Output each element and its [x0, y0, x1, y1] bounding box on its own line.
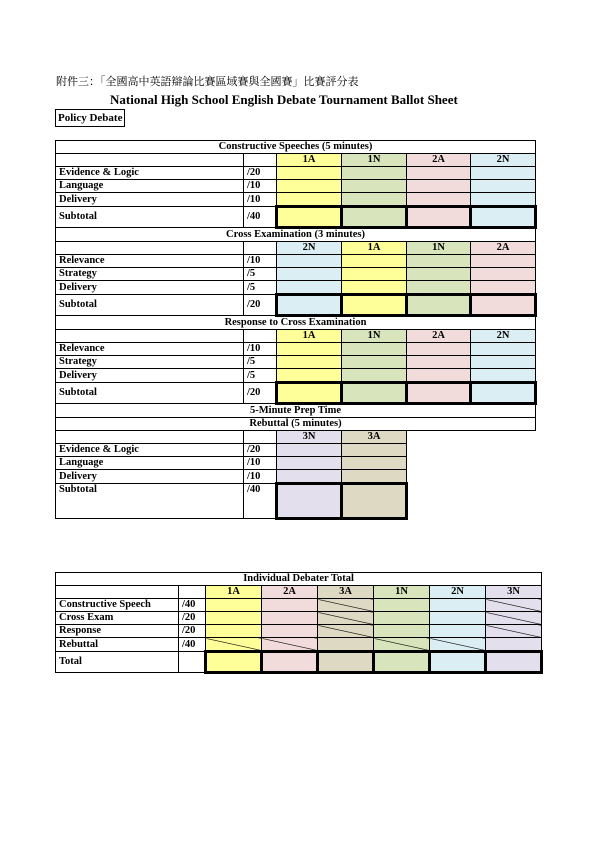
criterion-label: Delivery: [56, 470, 244, 484]
score-cell-1a[interactable]: [206, 625, 262, 638]
total-cell-1n[interactable]: [374, 652, 430, 673]
team-header-3n: 3N: [277, 431, 342, 444]
not-applicable-cell: [318, 625, 374, 638]
subtotal-cell-1n[interactable]: [407, 295, 471, 316]
total-cell-3n[interactable]: [486, 652, 542, 673]
blank-cell: [471, 444, 536, 457]
score-cell-2n[interactable]: [471, 167, 536, 180]
not-applicable-cell: [318, 599, 374, 612]
blank-cell: [471, 431, 536, 444]
criterion-max: /10: [244, 180, 277, 193]
individual-row-max: /40: [179, 599, 206, 612]
debate-format-label: Policy Debate: [55, 109, 125, 127]
team-header-2n: 2N: [277, 242, 342, 255]
score-cell-1n[interactable]: [342, 180, 407, 193]
score-cell-2n[interactable]: [277, 255, 342, 268]
blank-cell: [56, 586, 179, 599]
total-cell-2a[interactable]: [262, 652, 318, 673]
total-label: Total: [56, 652, 179, 673]
debater-header-2a: 2A: [262, 586, 318, 599]
score-cell-2a[interactable]: [407, 343, 471, 356]
team-header-2a: 2A: [407, 330, 471, 343]
subtotal-max: /20: [244, 295, 277, 316]
subtotal-cell-1n[interactable]: [342, 383, 407, 404]
blank-cell: [56, 242, 244, 255]
criterion-max: /20: [244, 444, 277, 457]
individual-row-label: Response: [56, 625, 179, 638]
blank-cell: [471, 457, 536, 470]
team-header-3a: 3A: [342, 431, 407, 444]
subtotal-cell-2a[interactable]: [471, 295, 536, 316]
blank-cell: [407, 431, 471, 444]
score-cell-1a[interactable]: [277, 180, 342, 193]
score-cell-1a[interactable]: [206, 599, 262, 612]
team-header-1n: 1N: [342, 330, 407, 343]
document-title-english: National High School English Debate Tournament Ballot Sheet: [110, 92, 458, 107]
criterion-max: /10: [244, 457, 277, 470]
score-cell-2n[interactable]: [277, 281, 342, 295]
subtotal-label: Subtotal: [56, 383, 244, 404]
subtotal-cell-1a[interactable]: [342, 295, 407, 316]
individual-row-max: /20: [179, 625, 206, 638]
score-cell-1a[interactable]: [206, 612, 262, 625]
score-cell-2a[interactable]: [407, 369, 471, 383]
score-cell-1n[interactable]: [407, 255, 471, 268]
score-cell-2a[interactable]: [262, 625, 318, 638]
score-cell-3a[interactable]: [342, 470, 407, 484]
score-cell-1a[interactable]: [277, 343, 342, 356]
score-cell-1n[interactable]: [374, 599, 430, 612]
criterion-max: /5: [244, 281, 277, 295]
score-cell-1n[interactable]: [342, 167, 407, 180]
subtotal-max: /20: [244, 383, 277, 404]
blank-cell: [179, 652, 206, 673]
score-cell-2a[interactable]: [471, 255, 536, 268]
criterion-label: Relevance: [56, 343, 244, 356]
individual-row-label: Cross Exam: [56, 612, 179, 625]
individual-row-label: Constructive Speech: [56, 599, 179, 612]
score-cell-1n[interactable]: [342, 193, 407, 207]
blank-cell: [56, 431, 244, 444]
blank-cell: [244, 154, 277, 167]
criterion-label: Delivery: [56, 281, 244, 295]
criterion-label: Relevance: [56, 255, 244, 268]
score-cell-1a[interactable]: [277, 193, 342, 207]
score-cell-1a[interactable]: [277, 369, 342, 383]
individual-row-max: /20: [179, 612, 206, 625]
score-cell-1n[interactable]: [342, 369, 407, 383]
blank-cell: [244, 330, 277, 343]
ballot-score-table: [55, 140, 537, 520]
document-title-chinese: 附件三：「全國高中英語辯論比賽區域賽與全國賽」比賽評分表: [56, 75, 359, 88]
not-applicable-cell: [318, 612, 374, 625]
individual-debater-table: [55, 572, 543, 674]
team-header-1n: 1N: [407, 242, 471, 255]
score-cell-2n[interactable]: [471, 193, 536, 207]
score-cell-2n[interactable]: [430, 599, 486, 612]
team-header-1a: 1A: [277, 330, 342, 343]
response-heading: Response to Cross Examination: [56, 316, 536, 330]
not-applicable-cell: [430, 638, 486, 652]
blank-cell: [471, 470, 536, 484]
not-applicable-cell: [374, 638, 430, 652]
team-header-2a: 2A: [407, 154, 471, 167]
subtotal-cell-2n[interactable]: [471, 207, 536, 228]
score-cell-1n[interactable]: [342, 356, 407, 369]
score-cell-1a[interactable]: [342, 281, 407, 295]
team-header-1a: 1A: [277, 154, 342, 167]
debater-header-2n: 2N: [430, 586, 486, 599]
subtotal-label: Subtotal: [56, 295, 244, 316]
subtotal-label: Subtotal: [56, 484, 244, 519]
score-cell-1n[interactable]: [407, 268, 471, 281]
subtotal-cell-1a[interactable]: [277, 383, 342, 404]
criterion-max: /10: [244, 343, 277, 356]
score-cell-2n[interactable]: [471, 343, 536, 356]
criterion-max: /5: [244, 356, 277, 369]
blank-cell: [56, 330, 244, 343]
prep-time-label: 5-Minute Prep Time: [56, 404, 536, 418]
score-cell-2a[interactable]: [262, 612, 318, 625]
team-header-2n: 2N: [471, 154, 536, 167]
total-cell-2n[interactable]: [430, 652, 486, 673]
score-cell-2n[interactable]: [471, 180, 536, 193]
criterion-label: Delivery: [56, 369, 244, 383]
team-header-2a: 2A: [471, 242, 536, 255]
score-cell-2a[interactable]: [407, 180, 471, 193]
subtotal-cell-2n[interactable]: [471, 383, 536, 404]
not-applicable-cell: [486, 612, 542, 625]
debater-header-1n: 1N: [374, 586, 430, 599]
subtotal-cell-1n[interactable]: [342, 207, 407, 228]
score-cell-1a[interactable]: [342, 255, 407, 268]
score-cell-3n[interactable]: [277, 470, 342, 484]
team-header-1n: 1N: [342, 154, 407, 167]
score-cell-3a[interactable]: [342, 457, 407, 470]
score-cell-2a[interactable]: [471, 281, 536, 295]
subtotal-cell-2a[interactable]: [407, 207, 471, 228]
score-cell-1a[interactable]: [277, 167, 342, 180]
score-cell-2a[interactable]: [407, 193, 471, 207]
score-cell-1n[interactable]: [342, 343, 407, 356]
blank-cell: [407, 484, 471, 519]
criterion-label: Language: [56, 457, 244, 470]
score-cell-2a[interactable]: [262, 599, 318, 612]
score-cell-1n[interactable]: [374, 625, 430, 638]
subtotal-label: Subtotal: [56, 207, 244, 228]
score-cell-2n[interactable]: [277, 268, 342, 281]
score-cell-3n[interactable]: [486, 638, 542, 652]
blank-cell: [56, 154, 244, 167]
criterion-max: /10: [244, 255, 277, 268]
criterion-max: /10: [244, 193, 277, 207]
individual-row-label: Rebuttal: [56, 638, 179, 652]
blank-cell: [471, 484, 536, 519]
not-applicable-cell: [262, 638, 318, 652]
debater-header-3n: 3N: [486, 586, 542, 599]
criterion-label: Delivery: [56, 193, 244, 207]
subtotal-cell-1a[interactable]: [277, 207, 342, 228]
score-cell-3n[interactable]: [277, 457, 342, 470]
score-cell-1a[interactable]: [277, 356, 342, 369]
blank-cell: [407, 444, 471, 457]
subtotal-cell-2n[interactable]: [277, 295, 342, 316]
individual-heading: Individual Debater Total: [56, 573, 542, 586]
score-cell-3a[interactable]: [318, 638, 374, 652]
score-cell-2n[interactable]: [430, 612, 486, 625]
criterion-max: /20: [244, 167, 277, 180]
subtotal-max: /40: [244, 484, 277, 519]
criterion-max: /5: [244, 268, 277, 281]
subtotal-cell-3a[interactable]: [342, 484, 407, 519]
criterion-label: Language: [56, 180, 244, 193]
criterion-label: Strategy: [56, 356, 244, 369]
team-header-2n: 2N: [471, 330, 536, 343]
total-cell-1a[interactable]: [206, 652, 262, 673]
score-cell-2a[interactable]: [407, 167, 471, 180]
subtotal-cell-2a[interactable]: [407, 383, 471, 404]
subtotal-cell-3n[interactable]: [277, 484, 342, 519]
score-cell-3a[interactable]: [342, 444, 407, 457]
total-cell-3a[interactable]: [318, 652, 374, 673]
not-applicable-cell: [486, 625, 542, 638]
score-cell-2n[interactable]: [471, 356, 536, 369]
score-cell-2a[interactable]: [407, 356, 471, 369]
subtotal-max: /40: [244, 207, 277, 228]
constructive-heading: Constructive Speeches (5 minutes): [56, 141, 536, 154]
criterion-max: /10: [244, 470, 277, 484]
score-cell-3n[interactable]: [277, 444, 342, 457]
score-cell-1n[interactable]: [374, 612, 430, 625]
not-applicable-cell: [206, 638, 262, 652]
score-cell-1a[interactable]: [342, 268, 407, 281]
blank-cell: [179, 586, 206, 599]
blank-cell: [407, 470, 471, 484]
criterion-label: Strategy: [56, 268, 244, 281]
criterion-label: Evidence & Logic: [56, 167, 244, 180]
blank-cell: [244, 242, 277, 255]
rebuttal-heading: Rebuttal (5 minutes): [56, 418, 536, 431]
criterion-max: /5: [244, 369, 277, 383]
criterion-label: Evidence & Logic: [56, 444, 244, 457]
not-applicable-cell: [486, 599, 542, 612]
blank-cell: [407, 457, 471, 470]
blank-cell: [244, 431, 277, 444]
team-header-1a: 1A: [342, 242, 407, 255]
cross_exam-heading: Cross Examination (3 minutes): [56, 228, 536, 242]
debater-header-1a: 1A: [206, 586, 262, 599]
score-cell-2a[interactable]: [471, 268, 536, 281]
score-cell-2n[interactable]: [471, 369, 536, 383]
debater-header-3a: 3A: [318, 586, 374, 599]
individual-row-max: /40: [179, 638, 206, 652]
score-cell-1n[interactable]: [407, 281, 471, 295]
score-cell-2n[interactable]: [430, 625, 486, 638]
